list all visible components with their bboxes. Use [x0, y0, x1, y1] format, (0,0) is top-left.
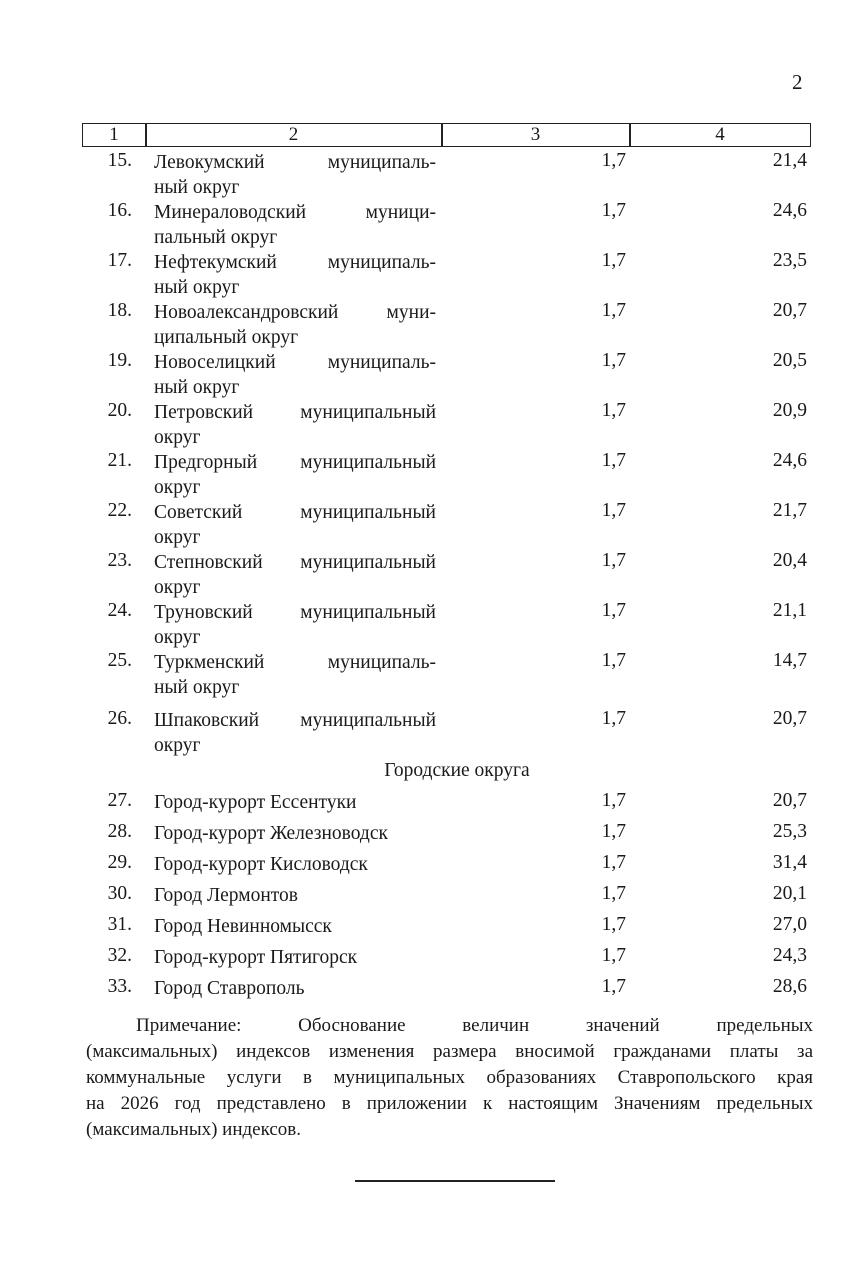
municipality-name	[154, 852, 436, 877]
value-col-3: 1,7	[601, 821, 626, 842]
value-col-3: 1,7	[601, 914, 626, 935]
value-col-3: 1,7	[601, 450, 626, 471]
name-line: Степновский муниципальный	[154, 552, 436, 573]
municipality-name	[154, 450, 436, 500]
row-number: 30.	[107, 883, 132, 904]
value-col-3: 1,7	[601, 400, 626, 421]
municipality-name	[154, 790, 436, 815]
name-line: ный округ	[154, 377, 240, 398]
name-line: Минераловодский муници-	[154, 202, 436, 223]
value-col-3: 1,7	[601, 945, 626, 966]
value-col-3: 1,7	[601, 790, 626, 811]
value-col-4: 20,4	[772, 550, 807, 571]
note-line: (максимальных) индексов.	[86, 1119, 302, 1140]
municipality-name	[154, 945, 436, 970]
row-number: 24.	[107, 600, 132, 621]
row-number: 28.	[107, 821, 132, 842]
note-line: на 2026 год представлено в приложении к настоящим Значениям предельных	[86, 1093, 813, 1114]
header-col-3: 3	[530, 124, 541, 145]
row-number: 17.	[107, 250, 132, 271]
value-col-3: 1,7	[601, 852, 626, 873]
municipality-name	[154, 883, 436, 908]
name-line: Труновский муниципальный	[154, 602, 436, 623]
name-line: округ	[154, 627, 201, 648]
value-col-3: 1,7	[601, 200, 626, 221]
value-col-3: 1,7	[601, 883, 626, 904]
name-line: Советский муниципальный	[154, 502, 436, 523]
row-number: 19.	[107, 350, 132, 371]
value-col-3: 1,7	[601, 976, 626, 997]
value-col-4: 28,6	[772, 976, 807, 997]
name-line: Шпаковский муниципальный	[154, 710, 436, 731]
name-line: ципальный округ	[154, 327, 299, 348]
name-line: округ	[154, 735, 201, 756]
value-col-4: 23,5	[772, 250, 807, 271]
name-line: Город-курорт Пятигорск	[154, 947, 358, 968]
note-line: Примечание: Обоснование величин значений предельных	[136, 1015, 813, 1036]
name-line: ный округ	[154, 177, 240, 198]
value-col-4: 20,7	[772, 790, 807, 811]
name-line: пальный округ	[154, 227, 278, 248]
value-col-4: 14,7	[772, 650, 807, 671]
name-line: Новоалександровский муни-	[154, 302, 436, 323]
name-line: округ	[154, 577, 201, 598]
row-number: 25.	[107, 650, 132, 671]
value-col-4: 20,1	[772, 883, 807, 904]
name-line: Город-курорт Кисловодск	[154, 854, 368, 875]
section-title: Городские округа	[384, 760, 530, 781]
municipality-name	[154, 976, 436, 1001]
value-col-4: 24,6	[772, 200, 807, 221]
row-number: 27.	[107, 790, 132, 811]
row-number: 32.	[107, 945, 132, 966]
note-line: (максимальных) индексов изменения размера вносимой гражданами платы за	[86, 1041, 813, 1062]
value-col-4: 20,7	[772, 300, 807, 321]
row-number: 15.	[107, 150, 132, 171]
municipality-name	[154, 600, 436, 650]
value-col-3: 1,7	[601, 650, 626, 671]
municipality-name	[154, 200, 436, 250]
name-line: Город Лермонтов	[154, 885, 298, 906]
name-line: Город Ставрополь	[154, 978, 305, 999]
municipality-name	[154, 821, 436, 846]
value-col-4: 24,6	[772, 450, 807, 471]
municipality-name	[154, 914, 436, 939]
row-number: 23.	[107, 550, 132, 571]
note-line: коммунальные услуги в муниципальных образованиях Ставропольского края	[86, 1067, 813, 1088]
value-col-4: 20,9	[772, 400, 807, 421]
name-line: округ	[154, 477, 201, 498]
value-col-3: 1,7	[601, 500, 626, 521]
municipality-name	[154, 500, 436, 550]
value-col-4: 21,1	[772, 600, 807, 621]
row-number: 20.	[107, 400, 132, 421]
header-col-4: 4	[715, 124, 725, 145]
row-number: 16.	[107, 200, 132, 221]
value-col-3: 1,7	[601, 600, 626, 621]
municipality-name	[154, 400, 436, 450]
name-line: округ	[154, 527, 201, 548]
value-col-3: 1,7	[601, 350, 626, 371]
name-line: Туркменский муниципаль-	[154, 652, 436, 673]
row-number: 29.	[107, 852, 132, 873]
row-number: 22.	[107, 500, 132, 521]
page-number: 2	[792, 70, 803, 94]
name-line: Предгорный муниципальный	[154, 452, 436, 473]
row-number: 26.	[107, 708, 132, 729]
value-col-3: 1,7	[601, 550, 626, 571]
value-col-4: 21,7	[772, 500, 807, 521]
name-line: Новоселицкий муниципаль-	[154, 352, 436, 373]
row-number: 31.	[107, 914, 132, 935]
row-number: 33.	[107, 976, 132, 997]
municipality-name	[154, 350, 436, 400]
header-col-1: 1	[109, 124, 119, 145]
name-line: Левокумский муниципаль-	[154, 152, 436, 173]
name-line: ный округ	[154, 677, 240, 698]
value-col-3: 1,7	[601, 708, 626, 729]
name-line: Город Невинномысск	[154, 916, 332, 937]
value-col-4: 20,5	[772, 350, 807, 371]
value-col-3: 1,7	[601, 250, 626, 271]
name-line: Город-курорт Ессентуки	[154, 792, 357, 813]
value-col-3: 1,7	[601, 300, 626, 321]
table-header	[82, 123, 811, 147]
name-line: Город-курорт Железноводск	[154, 823, 388, 844]
name-line: Нефтекумский муниципаль-	[154, 252, 436, 273]
value-col-4: 25,3	[772, 821, 807, 842]
value-col-3: 1,7	[601, 150, 626, 171]
row-number: 18.	[107, 300, 132, 321]
value-col-4: 24,3	[772, 945, 807, 966]
row-number: 21.	[107, 450, 132, 471]
municipality-name	[154, 300, 436, 350]
municipality-name	[154, 150, 436, 200]
municipality-name	[154, 550, 436, 600]
name-line: ный округ	[154, 277, 240, 298]
header-col-2: 2	[288, 124, 299, 145]
municipality-name	[154, 708, 436, 758]
note-paragraph	[86, 1013, 813, 1143]
municipality-name	[154, 650, 436, 700]
value-col-4: 31,4	[772, 852, 807, 873]
closing-rule	[355, 1180, 555, 1182]
municipality-name	[154, 250, 436, 300]
name-line: Петровский муниципальный	[154, 402, 436, 423]
value-col-4: 27,0	[772, 914, 807, 935]
name-line: округ	[154, 427, 201, 448]
value-col-4: 20,7	[772, 708, 807, 729]
value-col-4: 21,4	[772, 150, 807, 171]
